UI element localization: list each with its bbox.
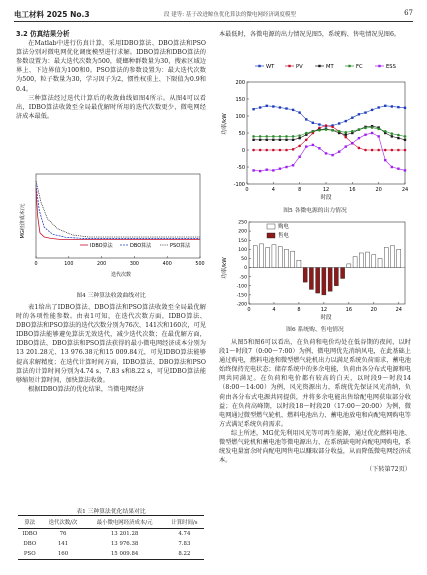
y-tick-label: 200 <box>238 229 247 235</box>
data-point <box>384 159 386 161</box>
data-point <box>325 128 328 131</box>
paragraph: 表1给出了IDBO算法、DBO算法和PSO算法收敛至全局最优解时的各项性能参数。由表1可知，在迭代次数方面，IDBO算法、DBO算法和PSO算法的迭代次数分别为76次、141次和160次，可见IDBO算法能够避免算法无效迭代，减少迭代次数；在最优解方面，IDBO算法、DBO算法和PSO算法获得的最小微电网经济成本分别为13 201.28元、13 976.38元和15 009.84元，可见IDBO算法能够提高求解精度；在迭代计算时间方面，IDBO算法、DBO算法和PSO算法的计算时间分别为4.74 s、7.83 s和8.22 s，可见IDBO算法能够缩短计算时间，加快算法收敛。 <box>16 304 206 384</box>
paragraph: 根据IDBO算法的优化结果，当微电网经济 <box>28 385 145 393</box>
data-point <box>272 139 274 141</box>
data-point <box>364 149 367 152</box>
bar-售电 <box>322 268 326 295</box>
x-tick-label: 8 <box>298 187 302 193</box>
data-point <box>391 132 394 135</box>
legend-marker <box>288 65 290 67</box>
data-point <box>371 109 373 111</box>
table-row <box>18 539 204 549</box>
bar-售电 <box>334 268 338 286</box>
data-point <box>279 135 282 138</box>
y-tick-label: 0 <box>241 147 245 154</box>
bar-购电 <box>384 248 388 268</box>
table-cell: 160 <box>57 551 69 557</box>
data-point <box>292 164 294 166</box>
y-tick-label: -100 <box>233 181 245 188</box>
data-point <box>312 144 314 146</box>
data-point <box>404 139 406 141</box>
table-cell: 13 976.38 <box>110 541 139 547</box>
bar-购电 <box>397 249 401 267</box>
data-point <box>358 137 360 139</box>
data-point <box>338 130 341 133</box>
legend-label: PV <box>296 64 303 70</box>
series-line-DBO算法 <box>36 185 200 238</box>
data-point <box>345 134 347 136</box>
data-point <box>252 135 255 138</box>
data-point <box>371 149 374 152</box>
data-point <box>397 168 399 170</box>
data-point <box>305 118 307 120</box>
left-column <box>16 30 206 121</box>
data-point <box>331 126 334 129</box>
table-cell: 15 009.84 <box>110 551 139 557</box>
data-point <box>384 149 387 152</box>
x-axis-label: 时段 <box>320 315 332 321</box>
y-tick-label: -50 <box>236 164 245 171</box>
data-point <box>285 135 288 138</box>
table-cell: 76 <box>59 531 67 537</box>
convergence-chart <box>16 166 206 288</box>
table-cell: DBO <box>23 541 37 547</box>
x-tick-label: 8 <box>297 307 301 313</box>
series-line-IDBO算法 <box>36 188 200 240</box>
legend-label: MT <box>326 64 334 70</box>
data-point <box>377 135 379 137</box>
data-point <box>285 107 287 109</box>
y-tick-label: -200 <box>236 302 247 308</box>
data-point <box>292 109 294 111</box>
data-point <box>305 139 308 142</box>
legend-label: WT <box>266 64 275 70</box>
buy-sell-chart <box>219 216 411 322</box>
data-point <box>371 126 374 129</box>
x-tick-label: 12 <box>322 187 330 193</box>
right-column-top <box>219 30 411 39</box>
bar-购电 <box>378 258 382 267</box>
page-header <box>14 6 413 24</box>
y-tick-label: 100 <box>238 247 247 253</box>
x-tick-label: 400 <box>162 262 172 267</box>
data-point <box>377 106 379 108</box>
data-point <box>377 128 380 131</box>
series-line-WT <box>254 106 405 126</box>
data-point <box>279 168 281 170</box>
data-point <box>351 117 353 119</box>
power-output-chart <box>219 52 411 202</box>
data-point <box>364 127 367 130</box>
y-tick-label: -100 <box>236 284 247 290</box>
x-tick-label: 24 <box>395 307 402 313</box>
paragraph: 综上所述，MG优先利用风光等可再生能源，通过优化燃料电池、微型燃气轮机和蓄电池等微电源出力，在系统缺电时向配电网购电，系统发电量富余时向配电网售电以赚取部分收益，从而降低微电网经济成本。 <box>219 429 411 465</box>
data-point <box>404 135 407 138</box>
data-point <box>285 166 287 168</box>
data-point <box>318 123 320 125</box>
x-tick-label: 20 <box>375 187 382 193</box>
x-axis-label: 时段 <box>320 195 332 201</box>
table-header-row <box>18 516 204 529</box>
data-point <box>292 139 294 141</box>
y-tick-label: -150 <box>236 293 247 299</box>
journal-name: 电工材料 2025 No.3 <box>14 10 90 19</box>
data-point <box>345 120 347 122</box>
data-point <box>338 151 340 153</box>
table-row <box>18 549 204 560</box>
x-axis-label: 迭代次数 <box>110 272 132 278</box>
legend-marker <box>348 65 350 67</box>
legend-label: ESS <box>386 64 396 70</box>
series-line-PV <box>254 126 405 150</box>
data-point <box>265 135 268 138</box>
data-point <box>252 149 255 152</box>
data-point <box>358 128 361 131</box>
data-point <box>272 169 274 171</box>
x-tick-label: 16 <box>345 307 353 313</box>
data-point <box>298 145 301 148</box>
table-row <box>18 529 204 540</box>
data-point <box>292 135 295 138</box>
bar-购电 <box>272 245 276 268</box>
table1-caption: 表1 三种算法优化结果对比 <box>76 509 146 515</box>
x-tick-label: 4 <box>271 187 275 193</box>
data-point <box>404 149 407 152</box>
data-point <box>298 111 300 113</box>
table-cell: IDBO <box>22 531 38 537</box>
x-tick-label: 300 <box>129 262 139 267</box>
data-point <box>285 149 288 152</box>
section-heading: 3.2 仿真结果分析 <box>16 30 70 38</box>
table-header: 最小微电网经济成本/元 <box>96 520 153 526</box>
data-point <box>397 137 399 139</box>
data-point <box>272 149 275 152</box>
bar-购电 <box>359 253 363 268</box>
series-line-MT <box>254 126 405 140</box>
data-point <box>345 145 347 147</box>
data-point <box>259 135 262 138</box>
data-point <box>384 130 387 133</box>
paragraph: 从图5和图6可以看出，在负荷和电价均处在低谷期的夜间，以时段1～时段7（0:00～7:00）为例，微电网优先消纳风电，在此基础上通过购电，燃料电池和微型燃气轮机出力以满足系统负荷需求，蓄电池始终保持充电状态；储存系统中的多余电能，负荷由各分布式电源和电网共同满足。在负荷和电价都有较高的白天，以时段9～时段14（8:00～14:00）为例，风光资源出力，系统优先保证风光消纳，负荷由各分布式电源共同提供，并将多余电能出售给配电网获取部分收益；在负荷高峰期，以时段18～时段20（17:00～20:00）为例，微电网通过微型燃气轮机、燃料电池出力、蓄电池放电和向配电网购电等方式满足系统负荷需求。 <box>219 339 411 428</box>
y-axis-label: MG经济成本/元 <box>20 203 26 239</box>
header-rule <box>14 21 413 22</box>
table-header: 算法 <box>24 520 36 526</box>
data-point <box>298 137 300 139</box>
x-tick-label: 200 <box>97 262 107 267</box>
bar-售电 <box>303 268 307 283</box>
legend-marker <box>378 65 380 67</box>
y-tick-label: 50 <box>241 257 247 263</box>
bar-购电 <box>347 264 351 268</box>
paragraph: 三种算法经过迭代计算后的收敛曲线如图4所示。从图4可以看出，IDBO算法收敛至全局最优解时所用的迭代次数更少，微电网经济成本最低。 <box>16 94 206 120</box>
bar-售电 <box>316 268 320 294</box>
data-point <box>371 132 373 134</box>
bar-购电 <box>372 255 376 268</box>
data-point <box>391 135 393 137</box>
data-point <box>252 169 254 171</box>
data-point <box>259 170 261 172</box>
data-point <box>397 106 399 108</box>
series-line-PSO算法 <box>36 181 200 237</box>
data-point <box>325 124 328 127</box>
data-point <box>252 139 254 141</box>
data-point <box>397 134 400 137</box>
bar-售电 <box>341 268 345 279</box>
data-point <box>259 106 261 108</box>
legend-swatch <box>267 224 275 229</box>
paragraph: 在Matlab中进行仿真计算，采用IDBO算法、DBO算法和PSO算法分别对微电网优化调度模型进行求解。IDBO算法和DBO算法的参数设置为：最大迭代次数为500，蜣螂种群数量为30，搜索区域边界上、下边界值为100和0。PSO算法的参数设置为：最大迭代次数为500，粒子数量为30，学习因子为2，惯性权重上、下限值为0.9和0.4。 <box>16 40 206 93</box>
data-point <box>305 145 307 147</box>
y-axis-label: 功率/kW <box>222 113 228 135</box>
x-tick-label: 12 <box>320 307 328 313</box>
data-point <box>266 139 268 141</box>
data-point <box>391 166 393 168</box>
paragraph: 本最低时，各微电源的出力情况见图5，系统购、售电情况见图6。 <box>219 31 401 38</box>
data-point <box>397 149 400 152</box>
right-column-lower <box>219 338 411 474</box>
legend-swatch <box>267 233 275 238</box>
data-point <box>259 149 262 152</box>
y-tick-label: 0 <box>244 266 247 272</box>
x-tick-label: 20 <box>370 307 377 313</box>
data-point <box>325 152 327 154</box>
table-header: 迭代次数/次 <box>48 520 78 526</box>
legend-label: 购电 <box>278 224 289 230</box>
data-point <box>272 135 275 138</box>
table-cell: 13 201.28 <box>110 531 139 537</box>
legend-marker <box>258 65 260 67</box>
bar-购电 <box>366 252 370 267</box>
legend-label: FC <box>356 64 363 70</box>
bar-售电 <box>309 268 313 290</box>
data-point <box>358 113 360 115</box>
data-point <box>377 149 380 152</box>
data-point <box>318 129 321 132</box>
legend-label: DBO算法 <box>130 243 152 249</box>
x-tick-label: 24 <box>401 187 409 193</box>
data-point <box>312 130 315 133</box>
bar-购电 <box>353 257 357 268</box>
data-point <box>351 142 353 144</box>
x-tick-label: 100 <box>64 262 74 267</box>
table-cell: PSO <box>23 551 36 557</box>
data-point <box>364 111 366 113</box>
y-tick-label: -50 <box>239 275 247 281</box>
table-cell: 7.83 <box>178 541 191 547</box>
data-point <box>338 122 340 124</box>
legend-label: 售电 <box>278 233 289 239</box>
data-point <box>351 130 354 133</box>
data-point <box>331 129 334 132</box>
data-point <box>404 107 406 109</box>
y-tick-label: 250 <box>238 220 247 226</box>
x-tick-label: 4 <box>272 307 276 313</box>
figure5-caption: 图5 各微电源的出力情况 <box>283 208 347 214</box>
data-point <box>384 105 386 107</box>
table1 <box>18 515 204 560</box>
table-cell: 4.74 <box>178 531 191 537</box>
data-point <box>358 147 361 150</box>
data-point <box>279 149 282 152</box>
data-point <box>364 134 366 136</box>
running-title: 段 建等: 基于改进鲸鱼优化算法的微电网经济调度模型 <box>164 12 296 18</box>
table-header: 计算时间/s <box>171 520 198 526</box>
bar-售电 <box>328 268 332 292</box>
data-point <box>298 156 300 158</box>
bar-购电 <box>253 246 257 268</box>
data-point <box>285 139 287 141</box>
series-line-ESS <box>254 133 405 171</box>
legend-marker <box>318 65 320 67</box>
series-line-FC <box>254 128 405 137</box>
table-cell: 8.22 <box>178 551 191 557</box>
bar-购电 <box>390 246 394 268</box>
data-point <box>404 169 406 171</box>
x-tick-label: 16 <box>349 187 356 193</box>
x-tick-label: 0 <box>34 262 38 267</box>
y-tick-label: 50 <box>238 130 245 137</box>
data-point <box>344 136 347 139</box>
bar-购电 <box>266 248 270 268</box>
bar-购电 <box>297 260 301 267</box>
x-tick-label: 0 <box>245 187 249 193</box>
y-axis-label: 功率/kW <box>222 257 228 279</box>
data-point <box>391 105 393 107</box>
legend-label: PSO算法 <box>170 243 191 249</box>
data-point <box>272 105 274 107</box>
y-tick-label: 200 <box>235 79 245 86</box>
data-point <box>266 169 268 171</box>
x-tick-label: 500 <box>195 262 205 267</box>
plot-frame <box>247 82 405 184</box>
legend-label: IDBO算法 <box>90 243 113 249</box>
data-point <box>318 147 320 149</box>
data-point <box>279 139 281 141</box>
continued-note: （下转第72页） <box>366 466 411 474</box>
data-point <box>344 131 347 134</box>
page-number: 67 <box>404 9 413 17</box>
data-point <box>305 132 308 135</box>
figure4-caption: 图4 三种算法收敛曲线对比 <box>76 293 146 299</box>
y-tick-label: 100 <box>235 113 245 120</box>
bar-购电 <box>284 249 288 267</box>
data-point <box>266 105 268 107</box>
x-tick-label: 0 <box>247 307 251 313</box>
data-point <box>279 106 281 108</box>
figure6-caption: 图6 系统购、售电情况 <box>286 327 344 333</box>
data-point <box>298 134 301 137</box>
bar-购电 <box>291 251 295 267</box>
data-point <box>292 148 295 151</box>
data-point <box>265 149 268 152</box>
data-point <box>331 154 333 156</box>
left-column-lower <box>16 303 206 394</box>
data-point <box>312 122 314 124</box>
data-point <box>259 139 261 141</box>
bar-购电 <box>259 244 263 268</box>
table-cell: 141 <box>57 541 69 547</box>
data-point <box>252 108 254 110</box>
data-point <box>391 149 394 152</box>
y-tick-label: 150 <box>235 96 245 103</box>
y-tick-label: 150 <box>238 238 247 244</box>
bar-购电 <box>278 247 282 268</box>
